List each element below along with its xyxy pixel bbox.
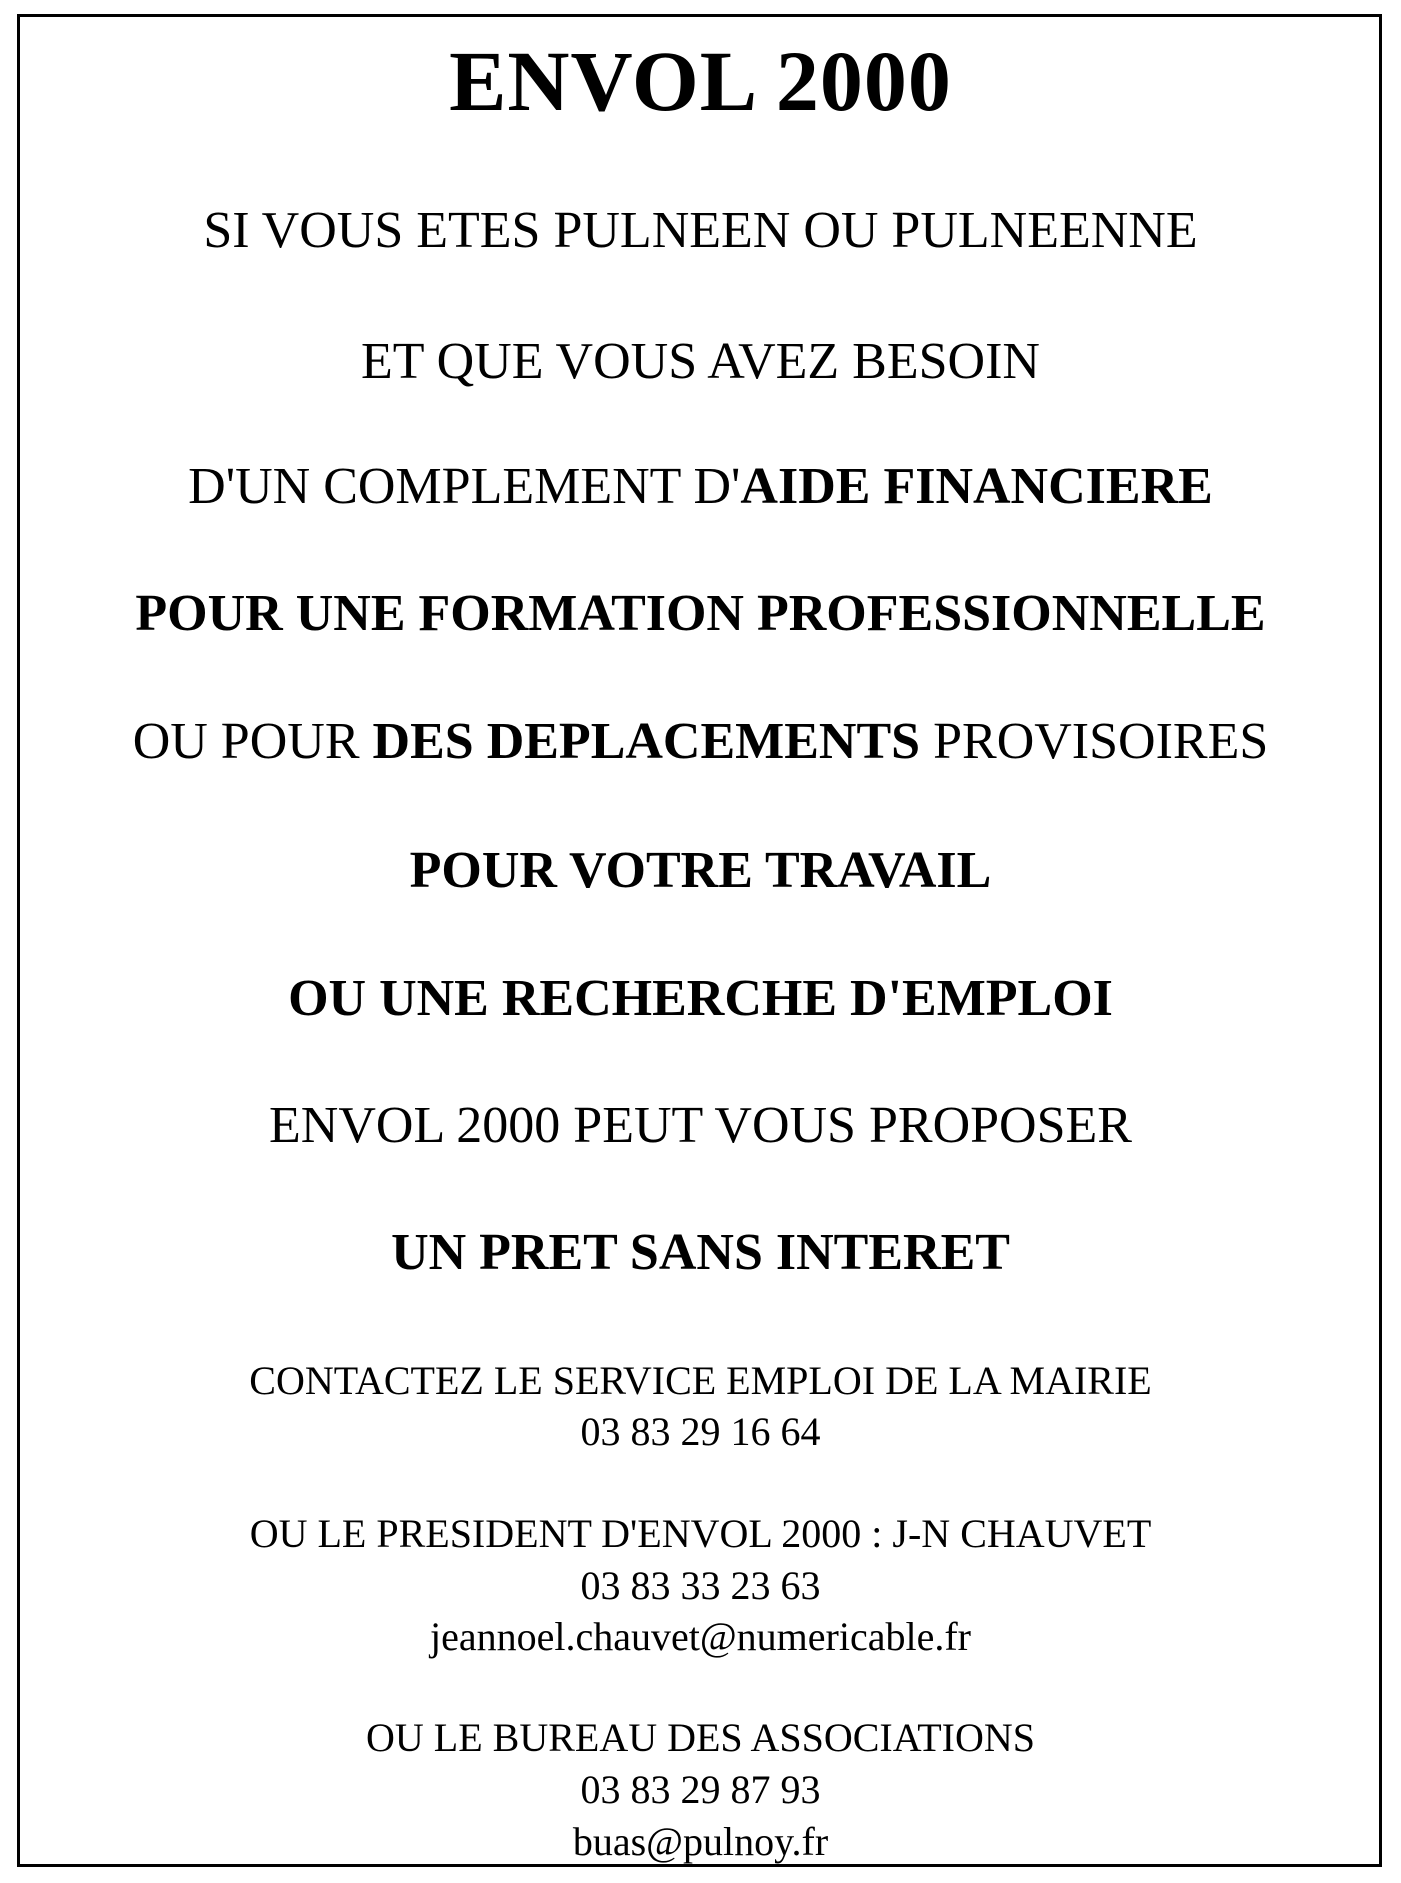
president-phone: 03 83 33 23 63	[580, 1563, 821, 1608]
formation-line: POUR UNE FORMATION PROFESSIONNELLE	[135, 585, 1266, 642]
mairie-phone: 03 83 29 16 64	[580, 1409, 821, 1454]
recherche-line: OU UNE RECHERCHE D'EMPLOI	[288, 970, 1113, 1027]
bureau-email: buas@pulnoy.fr	[572, 1819, 829, 1864]
bureau-phone: 03 83 29 87 93	[580, 1767, 821, 1812]
proposer-line: ENVOL 2000 PEUT VOUS PROPOSER	[269, 1097, 1132, 1154]
pret-line: UN PRET SANS INTERET	[391, 1224, 1010, 1281]
intro-line-3	[0, 458, 1401, 515]
aide-financiere-text: AIDE FINANCIERE	[740, 458, 1213, 515]
intro-line-3-text: D'UN COMPLEMENT D'	[188, 458, 741, 515]
travail-line: POUR VOTRE TRAVAIL	[409, 842, 992, 899]
mairie-contact-label: CONTACTEZ LE SERVICE EMPLOI DE LA MAIRIE	[249, 1358, 1152, 1403]
poster-title: ENVOL 2000	[449, 33, 952, 129]
deplacements-line	[0, 713, 1401, 770]
intro-line-2: ET QUE VOUS AVEZ BESOIN	[361, 333, 1040, 390]
president-email: jeannoel.chauvet@numericable.fr	[429, 1614, 971, 1659]
president-contact-label: OU LE PRESIDENT D'ENVOL 2000 : J-N CHAUVET	[249, 1511, 1152, 1556]
bureau-contact-label: OU LE BUREAU DES ASSOCIATIONS	[366, 1715, 1035, 1760]
deplacements-suffix: PROVISOIRES	[920, 713, 1269, 770]
intro-line-1: SI VOUS ETES PULNEEN OU PULNEENNE	[203, 202, 1198, 259]
deplacements-prefix: OU POUR	[132, 713, 373, 770]
deplacements-bold: DES DEPLACEMENTS	[372, 713, 921, 770]
